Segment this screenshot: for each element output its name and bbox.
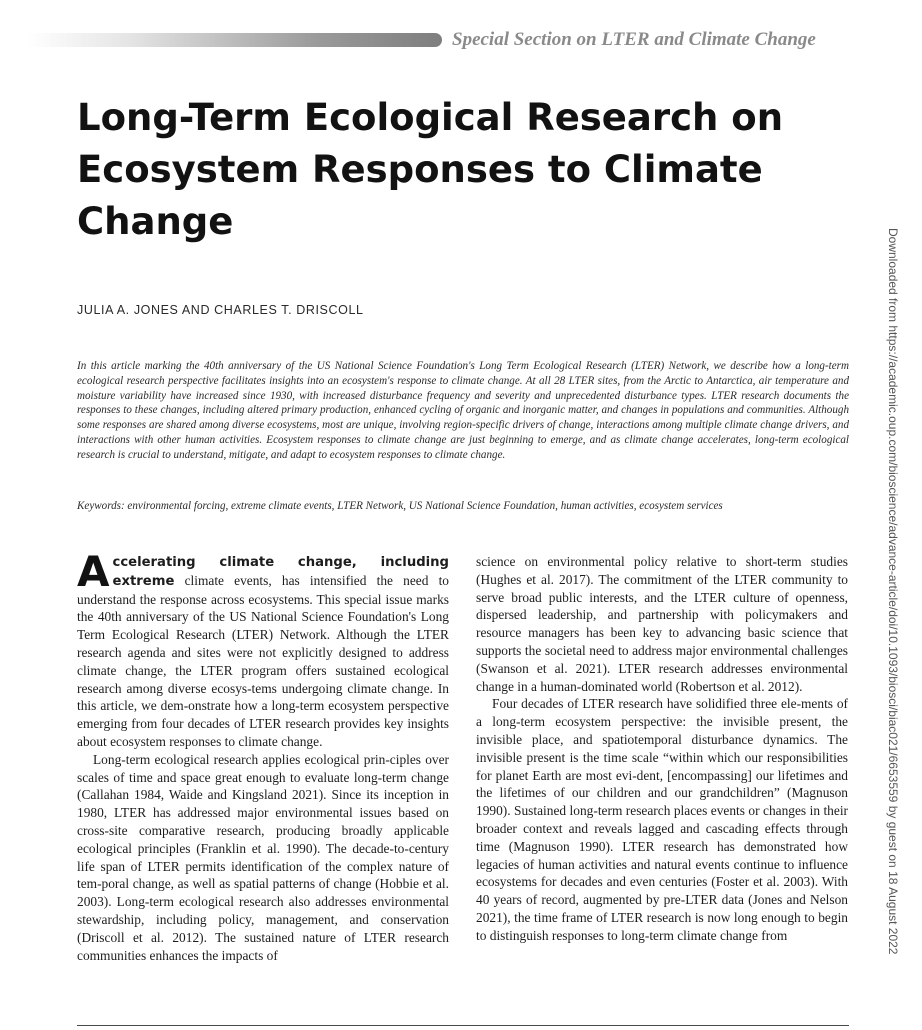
article-authors: JULIA A. JONES AND CHARLES T. DRISCOLL: [77, 303, 364, 317]
body-paragraph: science on environmental policy relative to short-term studies (Hughes et al. 2017). The commitment of the LTER community to serve broad public interests, and the LTER culture of openness, dispersed leadership, and partnership with policymakers and resource managers has been key to advancing basic science that supports the societal need to address major environmental challenges (Swanson et al. 2021). LTER research addresses environmental change in a human-dominated world (Robertson et al. 2012).: [476, 554, 848, 694]
body-paragraph: Long-term ecological research applies ecological prin-ciples over scales of time and space great enough to evaluate long-term change (Callahan 1984, Waide and Kingsland 2021). Since its inception in 1980, LTER has addressed major environmental issues based on cross-site comparative research, producing broadly applicable ecological principles (Franklin et al. 1990). The decade-to-century life span of LTER permits identification of the complex nature of tem-poral change, as well as spatial patterns of change (Hobbie et al. 2003). Long-term ecological research also addresses environmental stewardship, including policy, management, and conservation (Driscoll et al. 2012). The sustained nature of LTER research communities enhances the impacts of: [77, 751, 449, 963]
body-column-left: [77, 547, 449, 964]
bottom-divider: [77, 1025, 849, 1026]
lead-in-text: ccelerating climate change, including extreme: [112, 555, 449, 589]
article-abstract: In this article marking the 40th anniversary of the US National Science Foundation's Long Term Ecological Research (LTER) Network, we describe how a long-term ecological research perspective facilitates insights into an ecosystem's response to climate change. At all 28 LTER sites, from the Arctic to Antarctica, air temperature and moisture variability have increased since 1930, with increased disturbance frequency and severity and unprecedented disturbance types. LTER research documents the responses to these changes, including altered primary production, enhanced cycling of organic and inorganic matter, and changes in populations and communities. Although some responses are shared among diverse ecosystems, most are unique, involving region-specific drivers of change, interactions among multiple climate change drivers, and interactions with other human activities. Ecosystem responses to climate change are just beginning to emerge, and as climate change accelerates, long-term ecological research is crucial to understand, mitigate, and adapt to ecosystem responses to climate change.: [77, 360, 849, 461]
header-gradient-bar: [28, 33, 442, 47]
drop-cap: A: [77, 547, 110, 596]
paragraph-text: climate events, has intensified the need to understand the response across ecosystems. This special issue marks the 40th anniversary of the US National Science Foundation's Long Term Ecological Research (LTER) Network. Although the LTER research agenda and sites were not explicitly designed to address climate change, the LTER program offers sustained ecological research among diverse ecosys-tems undergoing climate change. In this article, we dem-onstrate how a long-term ecosystem perspective emerging from four decades of LTER research provides key insights about ecosystem responses to climate change.: [77, 572, 449, 749]
body-paragraph: [77, 547, 449, 751]
article-keywords: Keywords: environmental forcing, extreme climate events, LTER Network, US National Science Foundation, human activities, ecosystem services: [77, 500, 723, 512]
article-title: Long-Term Ecological Research on Ecosystem Responses to Climate Change: [77, 96, 784, 243]
body-column-right: [476, 553, 848, 945]
body-paragraph: Four decades of LTER research have solidified three ele-ments of a long-term ecosystem perspective: the invisible present, the invisible place, and spatiotemporal disturbance dynamics. The invisible present is the time scale “within which our responsibilities for planet Earth are most evi-dent, [encompassing] our lifetimes and the lifetimes of our children and our grandchildren” (Magnuson 1990). Sustained long-term research places events or changes in their broader context and reveals lagged and cascading effects through time (Magnuson 1990). LTER research has demonstrated how legacies of human activities and natural events continue to influence ecosystems for decades and even centuries (Foster et al. 2003). With 40 years of record, augmented by pre-LTER data (Jones and Nelson 2021), the time frame of LTER research is now long enough to begin to distinguish responses to long-term climate change from: [476, 696, 848, 943]
section-title: Special Section on LTER and Climate Change: [452, 29, 816, 50]
download-watermark: Downloaded from https://academic.oup.com/bioscience/advance-article/doi/10.1093/biosci/biac021/6653559 by guest on 18 August 2022: [886, 228, 900, 955]
